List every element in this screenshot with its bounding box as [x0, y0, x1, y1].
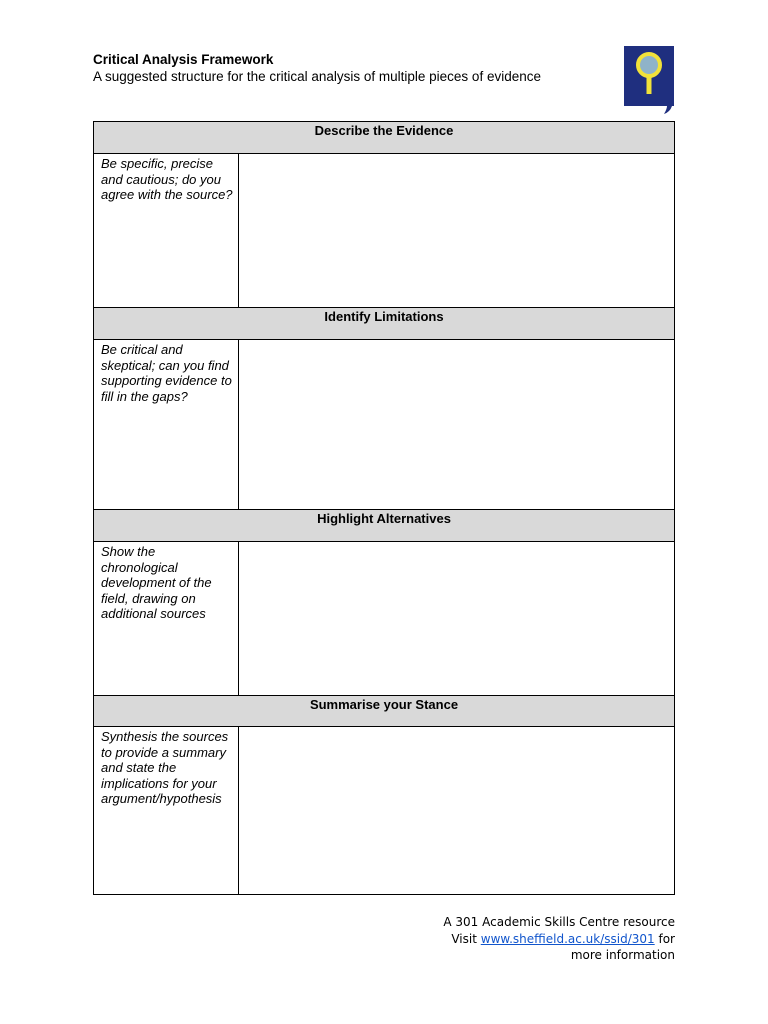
section-heading-stance: Summarise your Stance — [94, 695, 674, 727]
analysis-framework-table — [93, 121, 675, 895]
section-prompt-stance: Synthesis the sources to provide a summary and state the implications for your argument/hypothesis — [94, 727, 239, 895]
section-prompt-limitations: Be critical and skeptical; can you find supporting evidence to fill in the gaps? — [94, 340, 239, 510]
section-prompt-describe: Be specific, precise and cautious; do you agree with the source? — [94, 154, 239, 308]
document-title: Critical Analysis Framework — [93, 52, 274, 67]
section-heading-alternatives: Highlight Alternatives — [94, 509, 674, 542]
magnifier-info-icon — [624, 46, 674, 114]
footer-visit-line — [415, 931, 675, 948]
section-heading-limitations: Identify Limitations — [94, 307, 674, 340]
footer-visit-text: Visit — [451, 931, 481, 946]
response-area-limitations[interactable] — [239, 340, 674, 510]
response-area-alternatives[interactable] — [239, 542, 674, 696]
resource-footer — [415, 914, 675, 964]
section-prompt-alternatives: Show the chronological development of the field, drawing on additional sources — [94, 542, 239, 696]
document-header — [93, 51, 613, 85]
sheffield-link[interactable]: www.sheffield.ac.uk/ssid/301 — [480, 931, 655, 946]
footer-for-text: for — [654, 931, 675, 946]
footer-resource-line: A 301 Academic Skills Centre resource — [443, 915, 675, 929]
footer-more-info: more information — [570, 948, 675, 962]
response-area-describe[interactable] — [239, 154, 674, 308]
response-area-stance[interactable] — [239, 727, 674, 895]
logo — [624, 46, 674, 114]
section-heading-describe: Describe the Evidence — [94, 122, 674, 154]
document-subtitle: A suggested structure for the critical analysis of multiple pieces of evidence — [93, 69, 541, 84]
